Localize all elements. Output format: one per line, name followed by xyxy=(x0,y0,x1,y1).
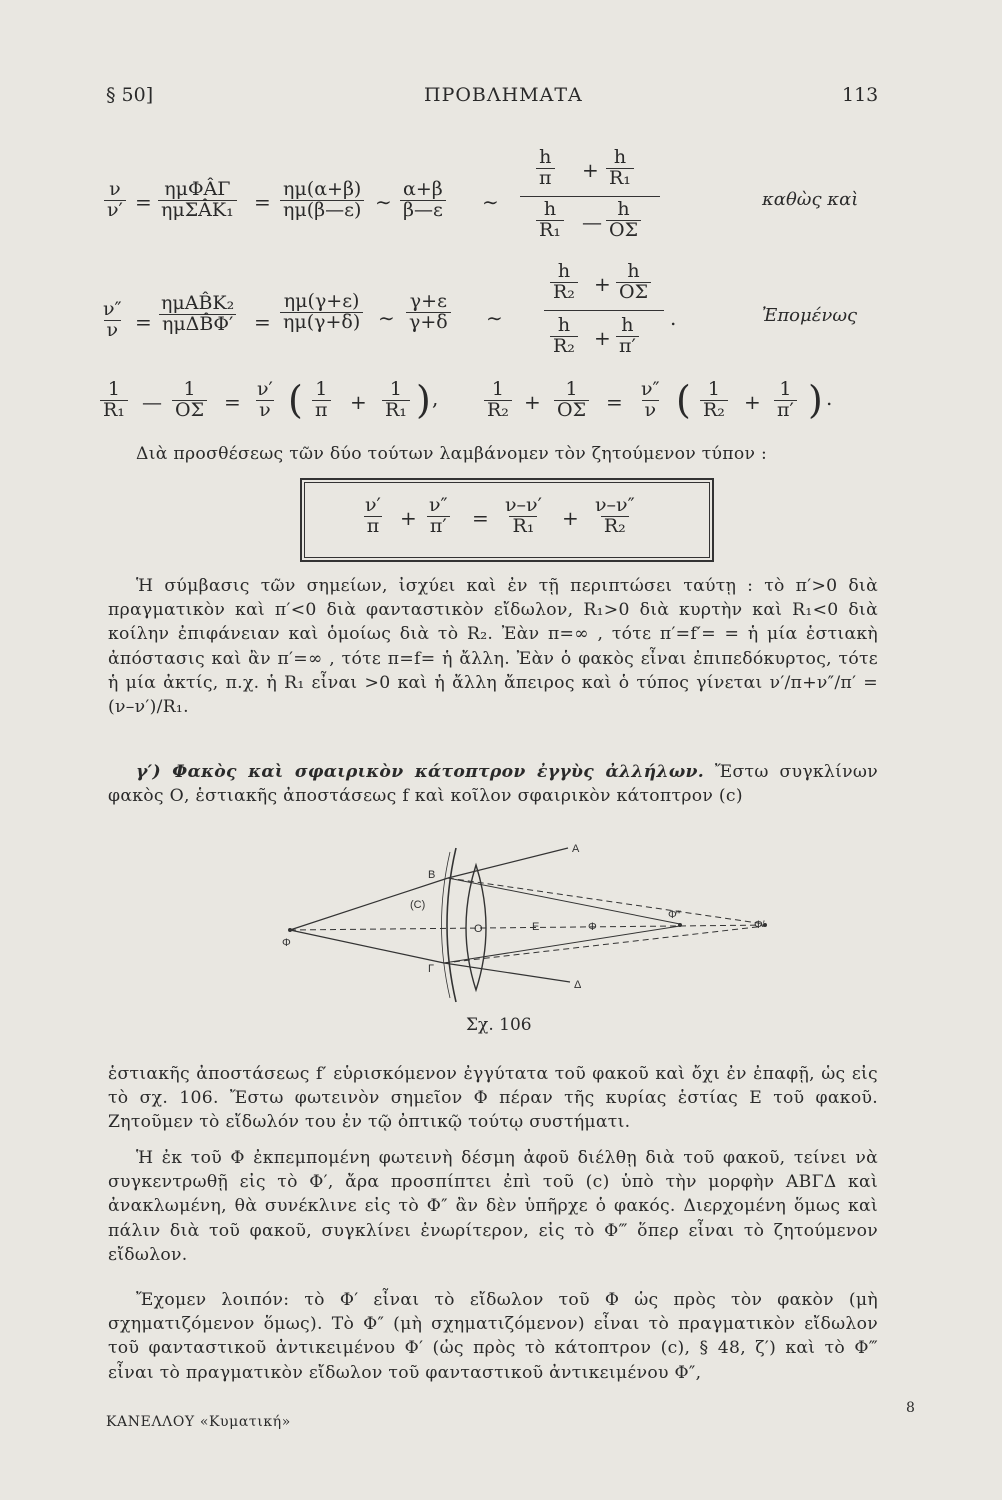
frac-angles: $\frac{\alpha+\beta}{\beta—\varepsilon}$ xyxy=(400,180,446,221)
equals-sign: = xyxy=(135,190,152,214)
intro-sentence: Διὰ προσθέσεως τῶν δύο τούτων λαμβάνομεν τὸν ζητούμενον τύπον : xyxy=(136,444,768,464)
fraction-bar xyxy=(520,196,660,197)
label-phi-right: Φ′ xyxy=(754,919,765,931)
boxed-formula: $\frac{\nu'}{\pi}$ + $\frac{\nu''}{\pi'}$ = $\frac{\nu-\nu'}{\text{R₁}}$ + $\frac{\nu-\nu''}{\text{R₂}}$ xyxy=(300,478,714,562)
point-phi xyxy=(288,928,292,932)
paragraph-sign-convention: Ἡ σύμβασις τῶν σημείων, ἰσχύει καὶ ἐν τῇ περιπτώσει ταύτῃ : τὸ π′>0 διὰ πραγματικὸν καὶ π′<0 διὰ φανταστικὸν εἴδωλον, R₁>0 διὰ κυρτὴν καὶ R₁<0 διὰ κοίλην ἐπιφάνειαν καὶ ὁμοίως διὰ τὸ R₂. Ἐὰν π=∞ , τότε π′=f′= = ἡ μία ἑστιακὴ ἀπόστασις καὶ ἂν π′=∞ , τότε π=f= ἡ ἄλλη. Ἐὰν ὁ φακὸς εἶναι ἐπιπεδόκυρτος, τότε ἡ μία ἀκτίς, π.χ. ἡ R₁ εἶναι >0 καὶ ἡ ἄλλη ἄπειρος καὶ ὁ τύπος γίνεται ν′/π+ν″/π′ = (ν–ν′)/R₁. xyxy=(108,576,878,718)
paragraph-images: Ἔχομεν λοιπόν: τὸ Φ′ εἶναι τὸ εἴδωλον τοῦ Φ ὡς πρὸς τὸν φακὸν (μὴ σχηματιζόμενον ὅμως). Τὸ Φ″ (μὴ σχηματιζόμενον) εἶναι τὸ πραγματικὸν εἴδωλον τοῦ φανταστικοῦ ἀντικειμένου Φ′ (ὡς πρὸς τὸ κάτοπτρον (c), § 48, ζ′) καὶ τὸ Φ‴ εἶναι τὸ πραγματικὸν εἴδωλον τοῦ φανταστικοῦ ἀντικειμένου Φ″, xyxy=(108,1290,878,1383)
signature-mark: 8 xyxy=(906,1400,915,1416)
optical-axis xyxy=(290,925,770,930)
paragraph-setup: ἑστιακῆς ἀποστάσεως f′ εὑρισκόμενον ἐγγύτατα τοῦ φακοῦ καὶ ὄχι ἐν ἐπαφῇ, ὡς εἰς τὸ σχ. 106. Ἔστω φωτεινὸν σημεῖον Φ πέραν τῆς κυρίας ἑστίας Ε τοῦ φακοῦ. Ζητοῦμεν τὸ εἴδωλόν του ἐν τῷ ὀπτικῷ τούτῳ συστήματι. xyxy=(108,1064,878,1133)
section-heading: γ′) Φακὸς καὶ σφαιρικὸν κάτοπτρον ἐγγὺς ἀλλήλων. xyxy=(136,762,704,782)
frac-sine-ratio: ημΦÂΓ ημΣÂΚ₁ xyxy=(158,180,237,221)
label-c: (C) xyxy=(410,899,426,911)
ray-d xyxy=(444,963,570,982)
frac-lhs: $\frac{\nu}{\nu'}$ xyxy=(104,180,126,221)
figure-caption: Σχ. 106 xyxy=(466,1015,532,1035)
label-g: Γ xyxy=(428,963,435,975)
side-note: Ἐπομένως xyxy=(762,305,858,326)
page-number: 113 xyxy=(842,84,879,106)
label-phi-3: Φ‴ xyxy=(668,909,681,921)
footer-author: ΚΑΝΕΛΛΟΥ «Κυματική» xyxy=(106,1414,291,1430)
paragraph-beam: Ἡ ἐκ τοῦ Φ ἐκπεμπομένη φωτεινὴ δέσμη ἀφοῦ διέλθῃ διὰ τοῦ φακοῦ, τείνει νὰ συγκεντρωθῇ εἰς τὸ Φ′, ἄρα προσπίπτει ἐπὶ τοῦ (c) ὑπὸ τὴν μορφὴν ΑΒΓΔ καὶ ἀνακλωμένη, θὰ συνέκλινε εἰς τὸ Φ″ ἂν δὲν ὑπῆρχε ὁ φακός. Διερχομένη ὅμως καὶ πάλιν διὰ τοῦ φακοῦ, συγκλίνει ἐνωρίτερον, εἰς τὸ Φ‴ ὅπερ εἶναι τὸ ζητούμενον εἴδωλον. xyxy=(108,1148,878,1265)
label-b: B xyxy=(428,869,436,881)
side-note: καθὼς καὶ xyxy=(762,189,859,210)
running-title: ΠΡΟΒΛΗΜΑΤΑ xyxy=(424,84,583,106)
label-phi: Φ xyxy=(282,937,291,949)
section-marker: § 50] xyxy=(106,84,154,106)
label-e: E xyxy=(532,921,540,933)
label-a: A xyxy=(572,843,580,855)
label-phi-1: Φ xyxy=(588,921,597,933)
figure-106 xyxy=(270,830,810,1010)
frac-sine-angles: $\frac{\eta\mu(\alpha+\beta)}{\eta\mu(\beta—\varepsilon)}$ xyxy=(280,180,364,221)
concave-mirror xyxy=(447,848,456,1002)
section-paragraph: γ′) Φακὸς καὶ σφαιρικὸν κάτοπτρον ἐγγὺς ἀλλήλων. Ἔστω συγκλίνων φακὸς Ο, ἑστιακῆς ἀποστάσεως f καὶ κοῖλον σφαιρικὸν κάτοπτρον (c) xyxy=(108,762,878,807)
label-o: O xyxy=(474,923,483,935)
label-d: Δ xyxy=(574,979,582,991)
ray-a xyxy=(448,848,568,878)
ray-lower xyxy=(290,930,444,963)
